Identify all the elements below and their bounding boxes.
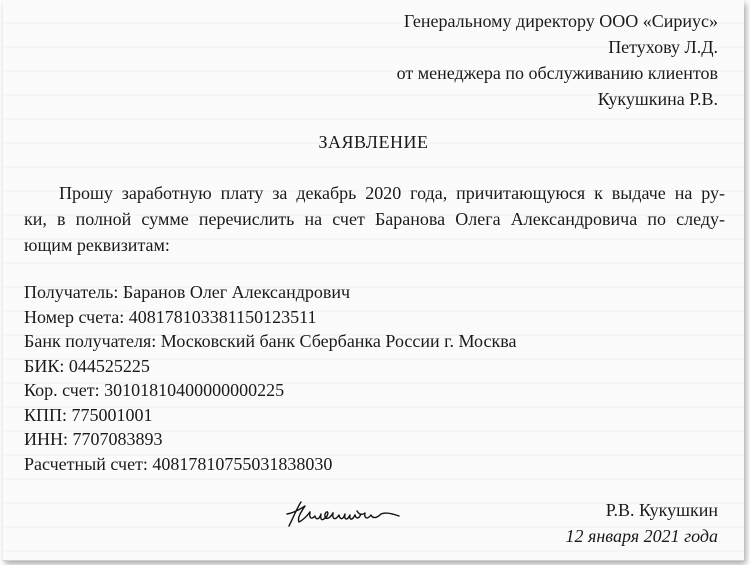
signer-name: Р.В. Кукушкин (605, 500, 718, 520)
kpp-line: КПП: 775001001 (24, 404, 153, 425)
corr-account-line: Кор. счет: 30101810400000000225 (24, 380, 285, 400)
body-line-3: ющим реквизитам: (24, 235, 170, 255)
bank-details (24, 280, 517, 476)
document-title: ЗАЯВЛЕНИЕ (318, 132, 429, 152)
statement-body (24, 180, 725, 258)
bik-line: БИК: 044525225 (24, 355, 150, 376)
document-date: 12 января 2021 года (565, 526, 718, 546)
body-line-1: Прошу заработную плату за декабрь 2020 года, причитающуюся к выдаче на ру- (59, 183, 725, 203)
addressee-line-3: от менеджера по обслуживанию клиентов (396, 63, 718, 83)
account-number-line: Номер счета: 408178103381150123511 (24, 306, 317, 327)
addressee-line-2: Петухову Л.Д. (608, 37, 718, 57)
addressee-block (397, 8, 718, 112)
body-line-2: ки, в полной сумме перечислить на счет Баранова Олега Александровича по следу- (24, 209, 725, 229)
handwritten-signature (283, 496, 403, 530)
addressee-line-1: Генеральному директору ООО «Сириус» (403, 11, 718, 31)
bank-line: Банк получателя: Московский банк Сбербанка России г. Москва (24, 331, 517, 351)
inn-line: ИНН: 7707083893 (24, 429, 163, 449)
document-sheet (3, 0, 744, 561)
recipient-line: Получатель: Баранов Олег Александрович (24, 282, 351, 302)
settlement-account-line: Расчетный счет: 40817810755031838030 (24, 453, 333, 474)
addressee-line-4: Кукушкина Р.В. (597, 89, 718, 109)
